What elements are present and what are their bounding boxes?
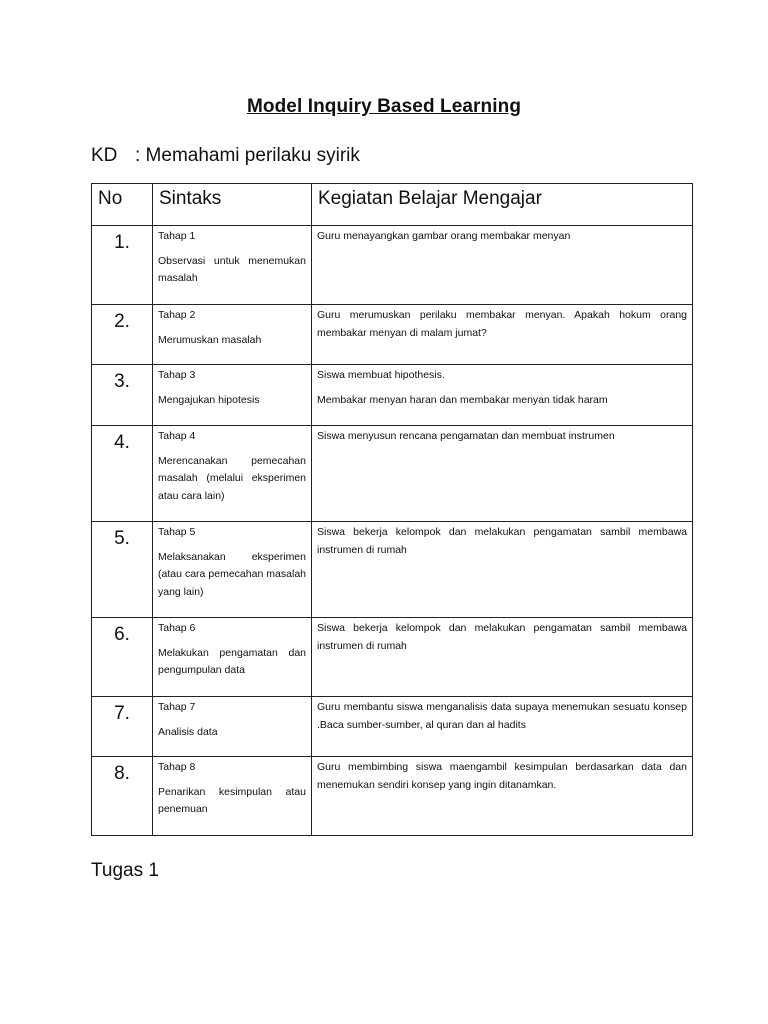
header-sintaks: Sintaks [153, 184, 312, 226]
stage-label: Tahap 3 [158, 369, 196, 381]
row-number: 8. [92, 757, 153, 836]
activity-text: Siswa menyusun rencana pengamatan dan membuat instrumen [317, 430, 615, 442]
stage-description: Merumuskan masalah [158, 333, 262, 346]
row-number: 2. [92, 305, 153, 365]
sintaks-cell [153, 697, 312, 757]
row-number: 1. [92, 226, 153, 305]
sintaks-cell [153, 757, 312, 836]
table-row [92, 757, 693, 836]
table-row [92, 426, 693, 522]
row-number: 7. [92, 697, 153, 757]
kegiatan-cell [312, 757, 693, 836]
sintaks-cell [153, 522, 312, 618]
stage-label: Tahap 8 [158, 761, 196, 773]
table-row [92, 305, 693, 365]
activity-text: Guru menayangkan gambar orang membakar menyan [317, 230, 571, 242]
stage-label: Tahap 6 [158, 622, 196, 634]
row-number: 6. [92, 618, 153, 697]
table-row [92, 365, 693, 426]
header-no: No [92, 184, 153, 226]
stage-description: Analisis data [158, 725, 218, 738]
sintaks-cell [153, 365, 312, 426]
activity-text: Siswa membuat hipothesis. [317, 369, 445, 381]
sintaks-cell [153, 305, 312, 365]
document-title: Model Inquiry Based Learning [246, 96, 522, 117]
kegiatan-cell [312, 365, 693, 426]
stage-label: Tahap 4 [158, 430, 196, 442]
activity-text: Siswa bekerja kelompok dan melakukan pengamatan sambil membawa instrumen di rumah [317, 622, 687, 652]
row-number: 3. [92, 365, 153, 426]
syntax-table [91, 183, 693, 836]
stage-label: Tahap 5 [158, 526, 196, 538]
table-row [92, 697, 693, 757]
table-header-row [92, 184, 693, 226]
stage-label: Tahap 2 [158, 309, 196, 321]
row-number: 4. [92, 426, 153, 522]
kd-label: KD [91, 145, 118, 166]
kd-text: : Memahami perilaku syirik [135, 145, 360, 166]
activity-text: Siswa bekerja kelompok dan melakukan pengamatan sambil membawa instrumen di rumah [317, 526, 687, 556]
kegiatan-cell [312, 697, 693, 757]
activity-text: Guru membimbing siswa maengambil kesimpulan berdasarkan data dan menemukan sendiri konsep yang ingin ditanamkan. [317, 761, 687, 791]
tugas-heading: Tugas 1 [91, 860, 159, 881]
activity-text: Guru merumuskan perilaku membakar menyan. Apakah hokum orang membakar menyan di malam jumat? [317, 309, 687, 339]
sintaks-cell [153, 226, 312, 305]
stage-description: Merencanakan pemecahan masalah (melalui eksperimen atau cara lain) [158, 454, 306, 502]
stage-label: Tahap 1 [158, 230, 196, 242]
kegiatan-cell [312, 226, 693, 305]
stage-description: Melakukan pengamatan dan pengumpulan data [158, 646, 306, 676]
stage-description: Mengajukan hipotesis [158, 393, 260, 406]
sintaks-cell [153, 618, 312, 697]
kegiatan-cell [312, 618, 693, 697]
row-number: 5. [92, 522, 153, 618]
sintaks-cell [153, 426, 312, 522]
stage-label: Tahap 7 [158, 701, 196, 713]
table-row [92, 618, 693, 697]
stage-description: Penarikan kesimpulan atau penemuan [158, 785, 306, 815]
activity-text: Membakar menyan haran dan membakar menyan tidak haram [317, 393, 608, 406]
stage-description: Observasi untuk menemukan masalah [158, 254, 306, 284]
kd-line [91, 145, 360, 167]
activity-text: Guru membantu siswa menganalisis data supaya menemukan sesuatu konsep .Baca sumber-sumber, al quran dan al hadits [317, 701, 687, 731]
stage-description: Melaksanakan eksperimen (atau cara pemecahan masalah yang lain) [158, 550, 306, 598]
header-kegiatan: Kegiatan Belajar Mengajar [312, 184, 693, 226]
table-row [92, 522, 693, 618]
kegiatan-cell [312, 522, 693, 618]
kegiatan-cell [312, 426, 693, 522]
kegiatan-cell [312, 305, 693, 365]
table-row [92, 226, 693, 305]
